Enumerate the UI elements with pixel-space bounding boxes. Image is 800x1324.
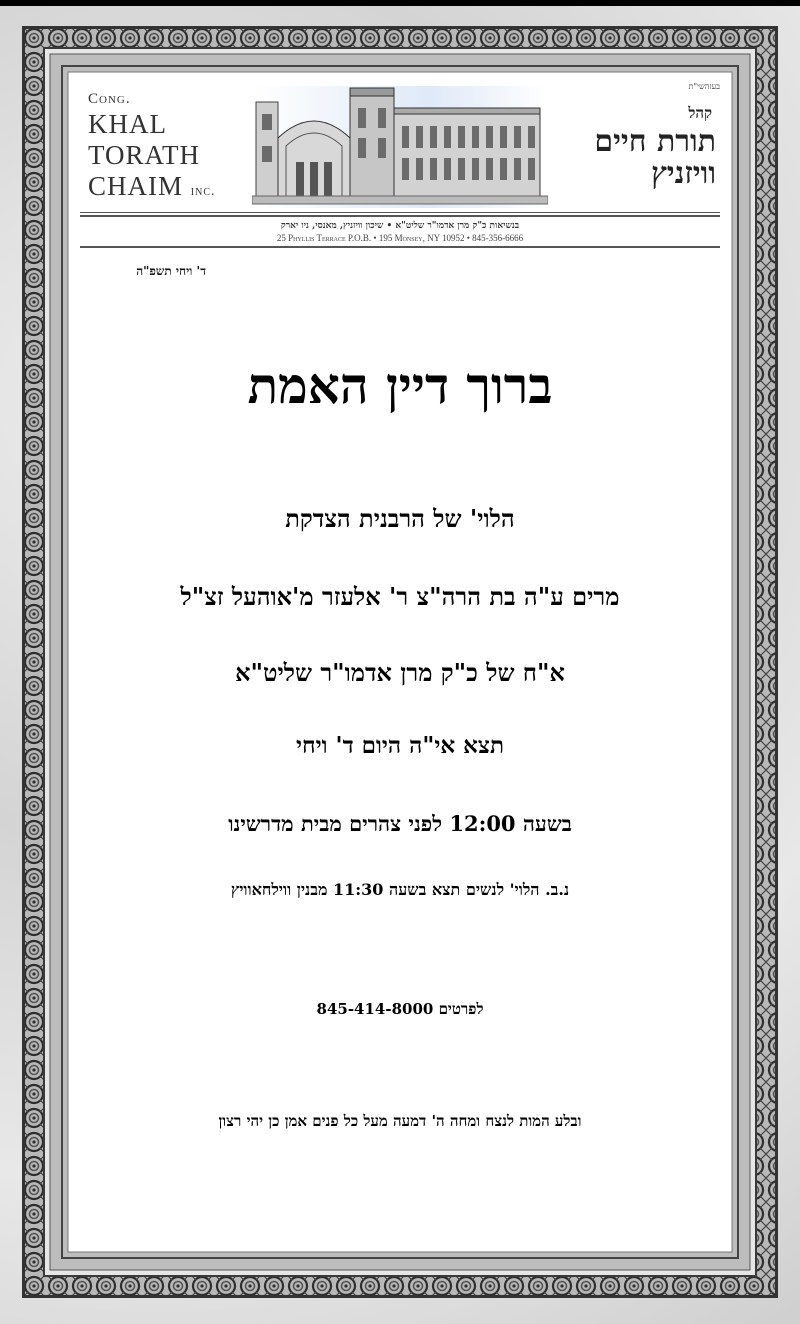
announcement-title: ברוך דיין האמת — [247, 356, 553, 415]
announcement-line-3: א"ח של כ"ק מרן אדמו"ר שליט"א — [235, 658, 565, 687]
hebrew-header-abbreviation: בעזהשי"ת — [688, 82, 720, 91]
synagogue-building-illustration — [252, 86, 548, 208]
hebrew-date: ד' ויחי תשפ"ה — [136, 264, 206, 278]
hebrew-name-line1: תורת חיים — [594, 124, 716, 159]
english-cong: Cong. — [88, 91, 131, 107]
announcement-line-2: מרים ע"ה בת הרה"צ ר' אלעזר מ'אוהעל זצ"ל — [180, 582, 620, 611]
english-torath: TORATH — [88, 140, 201, 170]
letterhead-hebrew-subtitle: בנשיאות כ"ק מרן אדמו"ר שליט"א • שיכון וויזניץ, מאנסי, ניו יארק — [280, 221, 520, 231]
letterhead-rule — [80, 215, 720, 217]
announcement-note-line: נ.ב. הלוי' לנשים תצא בשעה 11:30 מבנין ווילחאוויץ — [230, 880, 570, 899]
hebrew-name-line2: וויזניץ — [651, 155, 716, 191]
hebrew-congregation-name — [594, 126, 716, 189]
letterhead-rule — [80, 212, 720, 213]
english-name-block — [88, 92, 216, 200]
hebrew-kahal: קהל — [688, 104, 712, 122]
letterhead-address: 25 Phyllis Terrace P.O.B. • 195 Monsey, NY 10952 • 845-356-6666 — [276, 233, 524, 243]
top-edge — [0, 0, 800, 6]
english-khal: KHAL — [88, 109, 167, 139]
announcement-time-line: בשעה 12:00 לפני צהרים מבית מדרשינו — [228, 811, 572, 836]
announcement-line-1: הלוי' של הרבנית הצדקת — [285, 504, 515, 533]
english-chaim: CHAIM — [88, 171, 184, 201]
announcement-line-4: תצא אי"ה היום ד' ויחי — [295, 732, 505, 759]
closing-verse: ובלע המות לנצח ומחה ה' דמעה מעל כל פנים אמן כן יהי רצון — [218, 1112, 582, 1130]
details-phone-line: לפרטים 845-414-8000 — [316, 1000, 484, 1018]
letterhead-rule — [80, 246, 720, 248]
english-inc: inc. — [190, 184, 216, 199]
document-body — [76, 74, 724, 1250]
